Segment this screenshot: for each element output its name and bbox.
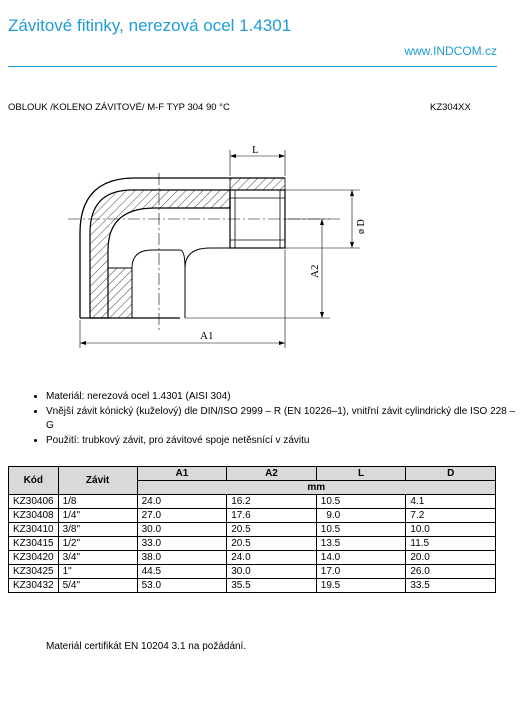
- col-header-l: L: [316, 467, 406, 481]
- table-header-row: [9, 467, 496, 481]
- cell-a2: 35.5: [227, 579, 317, 593]
- cell-a2: 16.2: [227, 495, 317, 509]
- unit-label: mm: [137, 481, 495, 495]
- cell-zavit: 1/2": [58, 537, 137, 551]
- feature-list: [30, 390, 521, 449]
- feature-usage: • Použití: trubkový závit, pro závitové spoje netěsnící v závitu: [46, 434, 521, 448]
- col-header-a2: A2: [227, 467, 317, 481]
- cell-zavit: 1/4": [58, 509, 137, 523]
- feature-material: • Materiál: nerezová ocel 1.4301 (AISI 304): [46, 390, 521, 404]
- cell-a2: 30.0: [227, 565, 317, 579]
- product-code: KZ304XX: [430, 102, 471, 113]
- cell-kod: KZ30415: [9, 537, 59, 551]
- dim-label-a2: A2: [309, 264, 321, 278]
- product-name: OBLOUK /KOLENO ZÁVITOVÉ/ M-F TYP 304 90 °C: [8, 102, 230, 113]
- table-row: [9, 523, 496, 537]
- dim-label-l: L: [252, 144, 259, 156]
- cell-zavit: 3/8": [58, 523, 137, 537]
- cell-d: 11.5: [406, 537, 496, 551]
- website-link[interactable]: www.INDCOM.cz: [404, 44, 497, 58]
- cell-zavit: 5/4": [58, 579, 137, 593]
- dim-label-a1: A1: [200, 330, 214, 342]
- cell-a2: 17.6: [227, 509, 317, 523]
- certificate-note: Materiál certifikát EN 10204 3.1 na požádání.: [46, 641, 247, 652]
- cell-kod: KZ30406: [9, 495, 59, 509]
- cell-d: 33.5: [406, 579, 496, 593]
- cell-kod: KZ30408: [9, 509, 59, 523]
- technical-drawing: [60, 138, 390, 358]
- cell-a1: 24.0: [137, 495, 227, 509]
- header-divider: [8, 66, 497, 67]
- table-row: [9, 579, 496, 593]
- cell-a2: 20.5: [227, 537, 317, 551]
- cell-kod: KZ30432: [9, 579, 59, 593]
- cell-d: 20.0: [406, 551, 496, 565]
- cell-kod: KZ30425: [9, 565, 59, 579]
- feature-thread: • Vnější závit kónický (kuželový) dle DIN/ISO 2999 – R (EN 10226–1), vnitřní závit cylindrický dle ISO 228 – G: [46, 405, 521, 433]
- cell-l: 9.0: [316, 509, 406, 523]
- dim-label-d: ø D: [356, 219, 367, 234]
- cell-zavit: 3/4": [58, 551, 137, 565]
- cell-zavit: 1": [58, 565, 137, 579]
- cell-d: 26.0: [406, 565, 496, 579]
- page-title: Závitové fitinky, nerezová ocel 1.4301: [8, 16, 292, 35]
- col-header-kod: Kód: [9, 467, 59, 495]
- table-row: [9, 551, 496, 565]
- table-row: [9, 509, 496, 523]
- cell-d: 10.0: [406, 523, 496, 537]
- cell-d: 4.1: [406, 495, 496, 509]
- cell-a2: 24.0: [227, 551, 317, 565]
- cell-a1: 38.0: [137, 551, 227, 565]
- cell-l: 13.5: [316, 537, 406, 551]
- col-header-d: D: [406, 467, 496, 481]
- cell-l: 10.5: [316, 495, 406, 509]
- table-row: [9, 565, 496, 579]
- cell-a1: 33.0: [137, 537, 227, 551]
- table-row: [9, 495, 496, 509]
- table-row: [9, 537, 496, 551]
- cell-l: 19.5: [316, 579, 406, 593]
- col-header-zavit: Závit: [58, 467, 137, 495]
- cell-a2: 20.5: [227, 523, 317, 537]
- cell-l: 14.0: [316, 551, 406, 565]
- cell-kod: KZ30420: [9, 551, 59, 565]
- cell-a1: 27.0: [137, 509, 227, 523]
- cell-l: 17.0: [316, 565, 406, 579]
- cell-d: 7.2: [406, 509, 496, 523]
- cell-a1: 53.0: [137, 579, 227, 593]
- cell-l: 10.5: [316, 523, 406, 537]
- cell-a1: 44.5: [137, 565, 227, 579]
- cell-zavit: 1/8: [58, 495, 137, 509]
- spec-table: [8, 466, 496, 593]
- cell-kod: KZ30410: [9, 523, 59, 537]
- cell-a1: 30.0: [137, 523, 227, 537]
- col-header-a1: A1: [137, 467, 227, 481]
